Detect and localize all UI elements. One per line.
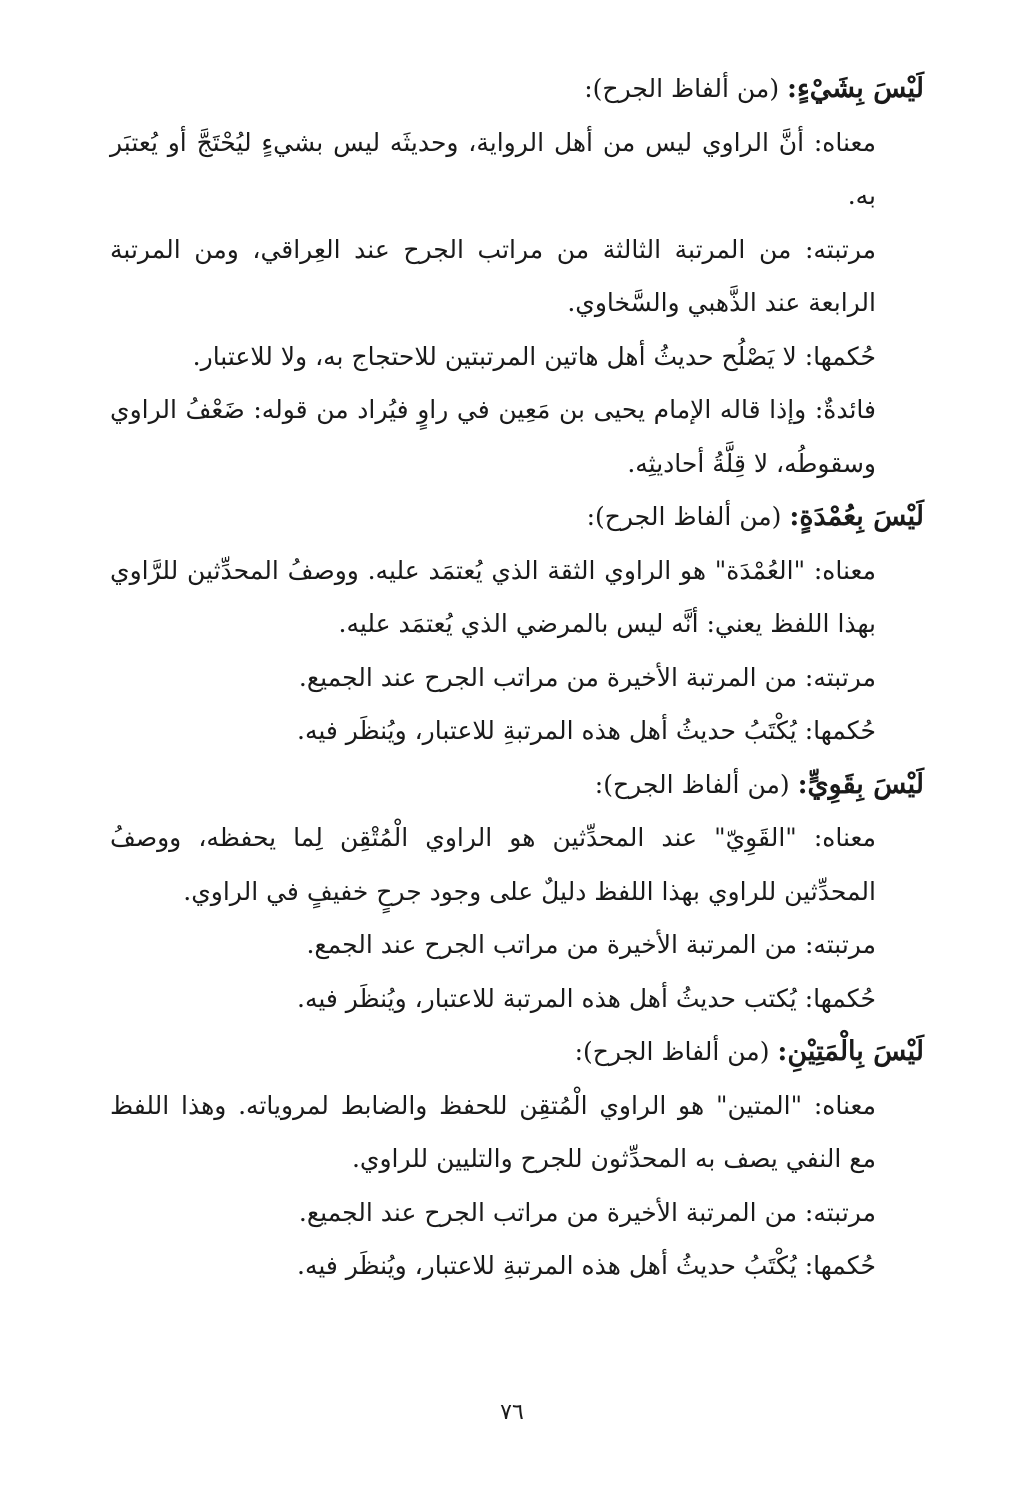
entry-laysa-biqawi bbox=[110, 758, 924, 1026]
entry-heading bbox=[110, 62, 924, 116]
entry-heading bbox=[110, 490, 924, 544]
entry-paragraph-meaning: معناه: "القَوِيّ" عند المحدِّثين هو الراوي الْمُتْقِن لِما يحفظه، ووصفُ المحدِّثين للراوي بهذا اللفظ دليلٌ على وجود جرحٍ خفيفٍ في الراوي. bbox=[110, 823, 876, 906]
entry-term: لَيْسَ بِقَوِيٍّ: bbox=[797, 768, 924, 800]
entry-term: لَيْسَ بِالْمَتِيْنِ: bbox=[777, 1036, 924, 1067]
entry-paragraph-rank: مرتبته: من المرتبة الأخيرة من مراتب الجرح عند الجميع. bbox=[298, 662, 876, 692]
entry-paragraph-ruling: حُكمها: يُكْتَبُ حديثُ أهل هذه المرتبةِ للاعتبار، ويُنظَر فيه. bbox=[297, 1251, 876, 1280]
entry-paragraph-meaning: معناه: أنَّ الراوي ليس من أهل الرواية، وحديثَه ليس بشيءٍ ليُحْتَجَّ أو يُعتبَر به. bbox=[110, 127, 876, 210]
entry-laysa-biumda bbox=[110, 490, 924, 758]
entry-category: (من ألفاظ الجرح): bbox=[584, 74, 780, 103]
entry-term: لَيْسَ بِعُمْدَةٍ: bbox=[789, 501, 924, 532]
page-number: ٧٦ bbox=[500, 1400, 524, 1425]
entry-paragraph-ruling: حُكمها: لا يَصْلُح حديثُ أهل هاتين المرتبتين للاحتجاج به، ولا للاعتبار. bbox=[192, 341, 876, 371]
entry-paragraph-rank: مرتبته: من المرتبة الأخيرة من مراتب الجرح عند الجميع. bbox=[298, 1197, 876, 1227]
entry-category: (من ألفاظ الجرح): bbox=[586, 502, 782, 531]
entry-laysa-bishay bbox=[110, 62, 924, 490]
entry-paragraph-meaning: معناه: "المتين" هو الراوي الْمُتقِن للحفظ والضابط لمروياته. وهذا اللفظ مع النفي يصف به المحدِّثون للجرح والتليين للراوي. bbox=[110, 1090, 876, 1173]
entry-paragraph-note: فائدةٌ: وإذا قاله الإمام يحيى بن مَعِين في راوٍ فيُراد من قوله: ضَعْفُ الراوي وسقوطُه، لا قِلَّةُ أحاديثِه. bbox=[110, 395, 876, 478]
page-body bbox=[110, 62, 924, 1293]
entry-term: لَيْسَ بِشَيْءٍ: bbox=[787, 73, 924, 104]
entry-paragraph-ruling: حُكمها: يُكْتَبُ حديثُ أهل هذه المرتبةِ للاعتبار، ويُنظَر فيه. bbox=[297, 716, 876, 745]
entry-category: (من ألفاظ الجرح): bbox=[594, 769, 790, 799]
entry-paragraph-rank: مرتبته: من المرتبة الثالثة من مراتب الجرح عند العِراقي، ومن المرتبة الرابعة عند الذَّهبي والسَّخاوي. bbox=[110, 234, 876, 317]
entry-heading bbox=[110, 1025, 924, 1079]
entry-category: (من ألفاظ الجرح): bbox=[574, 1037, 770, 1066]
entry-heading bbox=[110, 758, 924, 812]
entry-paragraph-rank: مرتبته: من المرتبة الأخيرة من مراتب الجرح عند الجمع. bbox=[306, 930, 876, 959]
entry-laysa-bilmatin bbox=[110, 1025, 924, 1293]
entry-paragraph-meaning: معناه: "العُمْدَة" هو الراوي الثقة الذي يُعتمَد عليه. ووصفُ المحدِّثين للرَّاوي بهذا اللفظ يعني: أنَّه ليس بالمرضي الذي يُعتمَد عليه. bbox=[110, 555, 876, 638]
entry-paragraph-ruling: حُكمها: يُكتب حديثُ أهل هذه المرتبة للاعتبار، ويُنظَر فيه. bbox=[297, 983, 876, 1013]
